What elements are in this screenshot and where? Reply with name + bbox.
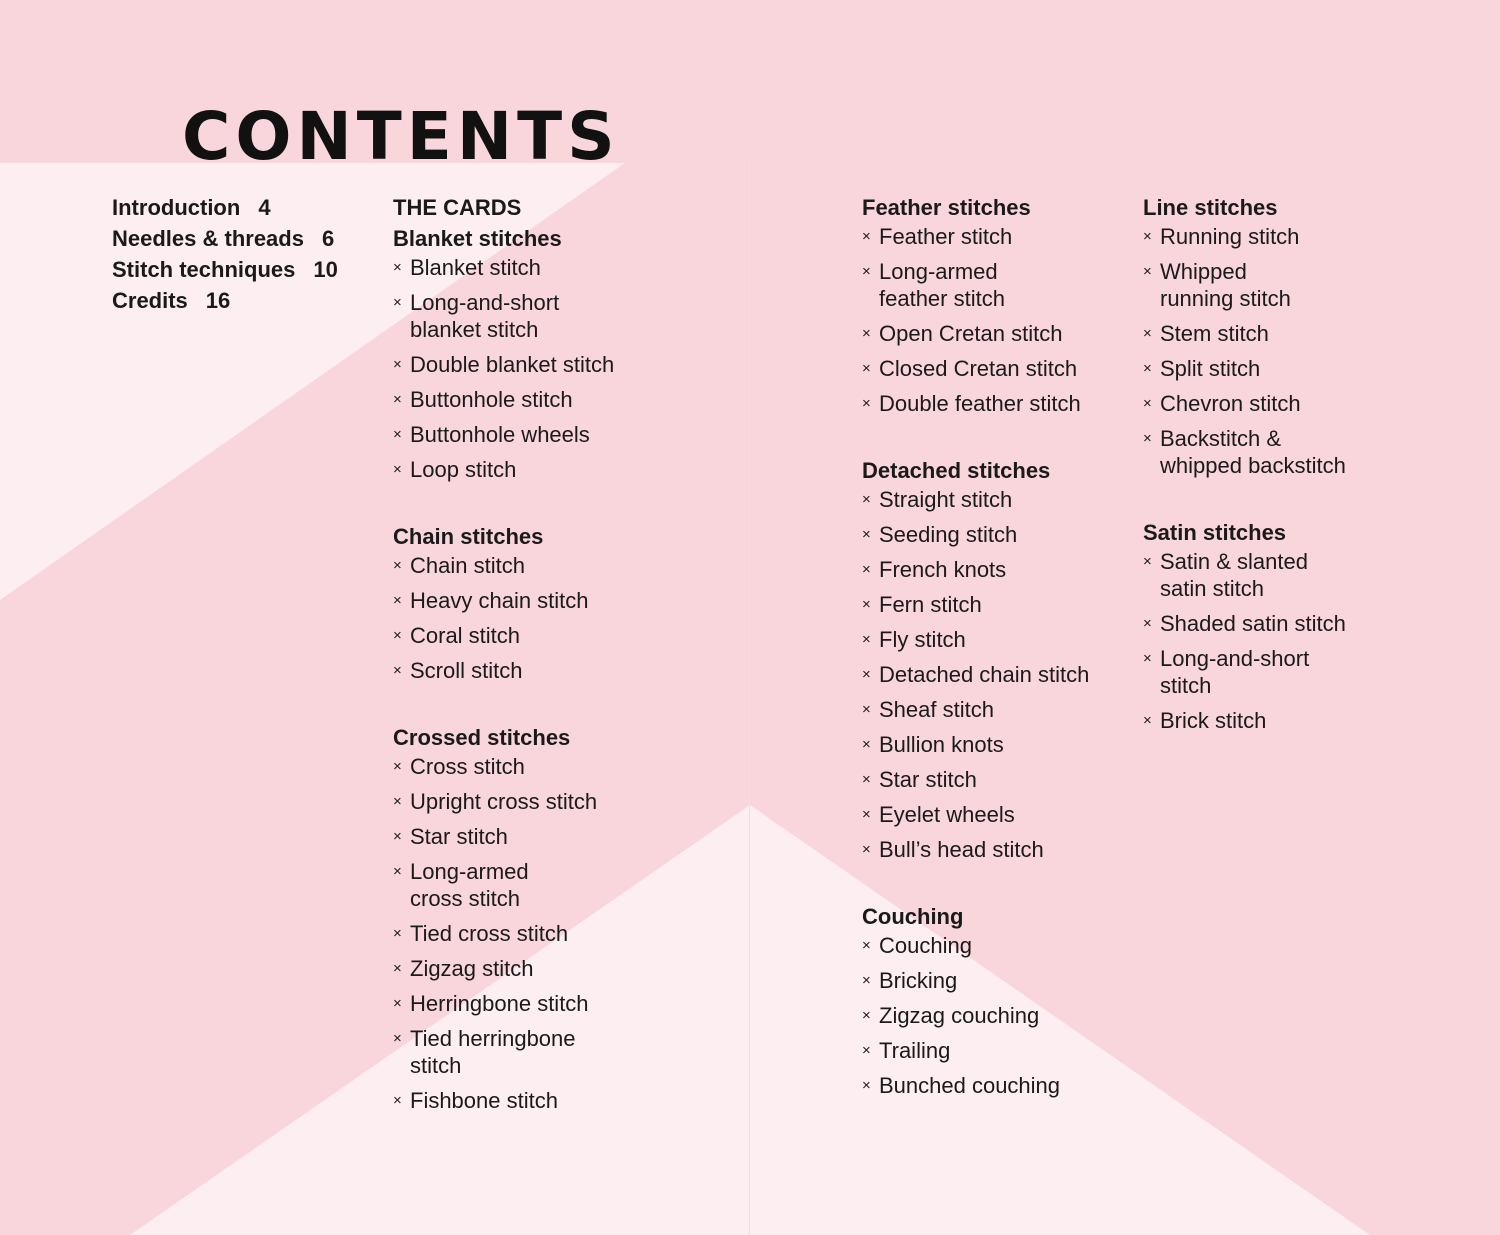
stitch-label: Stem stitch	[1160, 321, 1269, 346]
stitch-label: Long-armed cross stitch	[410, 859, 529, 911]
stitch-item	[862, 696, 1089, 723]
section-feather-stitches	[862, 192, 1089, 417]
cross-bullet-icon: ×	[862, 806, 871, 823]
stitch-label: Coral stitch	[410, 623, 521, 648]
stitch-item	[862, 556, 1089, 583]
cross-bullet-icon: ×	[393, 294, 402, 311]
stitch-item	[393, 351, 614, 378]
stitch-label: Closed Cretan stitch	[879, 356, 1078, 381]
stitch-item	[393, 254, 614, 281]
cross-bullet-icon: ×	[862, 1007, 871, 1024]
cross-bullet-icon: ×	[393, 461, 402, 478]
stitch-label: Double blanket stitch	[410, 352, 615, 377]
stitch-item	[393, 456, 614, 483]
cross-bullet-icon: ×	[393, 1030, 402, 1047]
stitch-item	[862, 626, 1089, 653]
stitch-label: Feather stitch	[879, 224, 1013, 249]
stitch-label: Cross stitch	[410, 754, 525, 779]
stitch-label: French knots	[879, 557, 1007, 582]
section-chain-stitches	[393, 521, 614, 684]
cross-bullet-icon: ×	[862, 228, 871, 245]
stitch-item	[862, 486, 1089, 513]
stitch-item	[862, 258, 1089, 312]
stitch-list	[1143, 548, 1346, 734]
stitch-item	[393, 858, 614, 912]
stitch-item	[393, 753, 614, 780]
stitch-label: Fly stitch	[879, 627, 966, 652]
cross-bullet-icon: ×	[393, 627, 402, 644]
section-satin-stitches	[1143, 517, 1346, 734]
cross-bullet-icon: ×	[862, 736, 871, 753]
toc-entry-introduction	[112, 192, 338, 223]
cross-bullet-icon: ×	[862, 771, 871, 788]
cross-bullet-icon: ×	[1143, 615, 1152, 632]
stitch-label: Long-and-short blanket stitch	[410, 290, 560, 342]
toc-entry-label: Needles & threads	[112, 226, 304, 251]
stitch-list	[393, 552, 614, 684]
cross-bullet-icon: ×	[862, 596, 871, 613]
stitch-label: Fern stitch	[879, 592, 982, 617]
cross-bullet-icon: ×	[862, 360, 871, 377]
stitch-label: Trailing	[879, 1038, 951, 1063]
section-title: Line stitches	[1143, 195, 1278, 220]
cross-bullet-icon: ×	[393, 828, 402, 845]
stitch-item	[1143, 707, 1346, 734]
toc-entry-page: 16	[205, 288, 231, 313]
stitch-item	[862, 591, 1089, 618]
cross-bullet-icon: ×	[393, 995, 402, 1012]
cross-bullet-icon: ×	[1143, 263, 1152, 280]
stitch-item	[1143, 355, 1346, 382]
stitch-label: Sheaf stitch	[879, 697, 994, 722]
section-crossed-stitches	[393, 722, 614, 1114]
stitch-label: Bullion knots	[879, 732, 1004, 757]
stitch-label: Double feather stitch	[879, 391, 1081, 416]
stitch-label: Detached chain stitch	[879, 662, 1090, 687]
stitch-label: Bull’s head stitch	[879, 837, 1044, 862]
stitch-list	[862, 932, 1089, 1099]
toc-entry-stitch-techniques	[112, 254, 338, 285]
stitch-label: Heavy chain stitch	[410, 588, 589, 613]
stitch-list	[862, 486, 1089, 863]
cross-bullet-icon: ×	[862, 1077, 871, 1094]
stitch-label: Chain stitch	[410, 553, 525, 578]
stitch-item	[862, 731, 1089, 758]
toc-entry-credits	[112, 285, 338, 316]
stitch-item	[862, 1002, 1089, 1029]
stitch-label: Bricking	[879, 968, 958, 993]
stitch-label: Split stitch	[1160, 356, 1261, 381]
stitch-label: Long-armed feather stitch	[879, 259, 1005, 311]
cross-bullet-icon: ×	[393, 758, 402, 775]
stitch-item	[393, 657, 614, 684]
stitch-label: Satin & slanted satin stitch	[1160, 549, 1308, 601]
cross-bullet-icon: ×	[393, 925, 402, 942]
page-title: CONTENTS	[182, 98, 620, 175]
cross-bullet-icon: ×	[393, 391, 402, 408]
cross-bullet-icon: ×	[862, 395, 871, 412]
stitch-item	[393, 823, 614, 850]
stitch-item	[862, 355, 1089, 382]
stitch-item	[1143, 320, 1346, 347]
cards-column-2	[862, 192, 1089, 1137]
cards-column-3	[1143, 192, 1346, 772]
cross-bullet-icon: ×	[862, 937, 871, 954]
cross-bullet-icon: ×	[393, 863, 402, 880]
cross-bullet-icon: ×	[862, 841, 871, 858]
stitch-list	[1143, 223, 1346, 479]
stitch-item	[393, 1087, 614, 1114]
cross-bullet-icon: ×	[1143, 553, 1152, 570]
stitch-item	[862, 320, 1089, 347]
stitch-item	[393, 1025, 614, 1079]
stitch-label: Scroll stitch	[410, 658, 523, 683]
stitch-label: Running stitch	[1160, 224, 1300, 249]
stitch-item	[1143, 390, 1346, 417]
section-title: Blanket stitches	[393, 226, 562, 251]
stitch-label: Buttonhole wheels	[410, 422, 590, 447]
cross-bullet-icon: ×	[1143, 712, 1152, 729]
toc-entry-label: Stitch techniques	[112, 257, 296, 282]
stitch-label: Herringbone stitch	[410, 991, 589, 1016]
stitch-item	[862, 223, 1089, 250]
stitch-label: Buttonhole stitch	[410, 387, 573, 412]
stitch-label: Fishbone stitch	[410, 1088, 558, 1113]
section-title: Detached stitches	[862, 458, 1051, 483]
stitch-item	[1143, 548, 1346, 602]
stitch-label: Blanket stitch	[410, 255, 541, 280]
cross-bullet-icon: ×	[393, 592, 402, 609]
stitch-item	[862, 1072, 1089, 1099]
stitch-item	[393, 421, 614, 448]
stitch-item	[862, 801, 1089, 828]
cross-bullet-icon: ×	[393, 557, 402, 574]
stitch-item	[1143, 223, 1346, 250]
stitch-item	[862, 661, 1089, 688]
stitch-item	[393, 386, 614, 413]
section-detached-stitches	[862, 455, 1089, 863]
stitch-item	[393, 622, 614, 649]
stitch-item	[862, 932, 1089, 959]
stitch-label: Open Cretan stitch	[879, 321, 1063, 346]
toc-entry-needles-threads	[112, 223, 338, 254]
cross-bullet-icon: ×	[393, 259, 402, 276]
cross-bullet-icon: ×	[1143, 395, 1152, 412]
cross-bullet-icon: ×	[862, 631, 871, 648]
stitch-item	[393, 920, 614, 947]
cross-bullet-icon: ×	[393, 356, 402, 373]
stitch-item	[393, 788, 614, 815]
stitch-label: Backstitch & whipped backstitch	[1160, 426, 1346, 478]
stitch-item	[393, 552, 614, 579]
toc-entry-page: 10	[313, 257, 338, 282]
book-spine	[749, 160, 750, 1235]
stitch-label: Chevron stitch	[1160, 391, 1301, 416]
stitch-label: Star stitch	[879, 767, 977, 792]
section-blanket-stitches	[393, 223, 614, 483]
stitch-item	[1143, 425, 1346, 479]
stitch-label: Brick stitch	[1160, 708, 1267, 733]
cross-bullet-icon: ×	[393, 793, 402, 810]
stitch-label: Seeding stitch	[879, 522, 1018, 547]
section-couching	[862, 901, 1089, 1099]
cards-column-1	[393, 192, 614, 1152]
stitch-label: Whipped running stitch	[1160, 259, 1291, 311]
stitch-list	[393, 753, 614, 1114]
cross-bullet-icon: ×	[862, 1042, 871, 1059]
toc-entry-page: 4	[258, 195, 271, 220]
cross-bullet-icon: ×	[393, 1092, 402, 1109]
stitch-label: Star stitch	[410, 824, 508, 849]
stitch-label: Bunched couching	[879, 1073, 1061, 1098]
stitch-item	[862, 390, 1089, 417]
stitch-label: Tied cross stitch	[410, 921, 569, 946]
stitch-item	[862, 766, 1089, 793]
cross-bullet-icon: ×	[862, 701, 871, 718]
stitch-label: Loop stitch	[410, 457, 517, 482]
stitch-label: Zigzag stitch	[410, 956, 534, 981]
stitch-item	[1143, 610, 1346, 637]
cross-bullet-icon: ×	[862, 666, 871, 683]
stitch-item	[1143, 645, 1346, 699]
section-title: Satin stitches	[1143, 520, 1287, 545]
stitch-item	[862, 521, 1089, 548]
stitch-item	[862, 967, 1089, 994]
stitch-list	[862, 223, 1089, 417]
toc-entry-label: Credits	[112, 288, 188, 313]
stitch-label: Shaded satin stitch	[1160, 611, 1346, 636]
stitch-item	[393, 289, 614, 343]
stitch-label: Straight stitch	[879, 487, 1013, 512]
section-title: Feather stitches	[862, 195, 1031, 220]
stitch-label: Zigzag couching	[879, 1003, 1040, 1028]
cross-bullet-icon: ×	[862, 491, 871, 508]
cross-bullet-icon: ×	[393, 960, 402, 977]
section-title: Chain stitches	[393, 524, 544, 549]
stitch-label: Couching	[879, 933, 972, 958]
cross-bullet-icon: ×	[393, 662, 402, 679]
section-title: Couching	[862, 904, 964, 929]
cross-bullet-icon: ×	[1143, 360, 1152, 377]
stitch-item	[862, 836, 1089, 863]
stitch-item	[1143, 258, 1346, 312]
stitch-label: Upright cross stitch	[410, 789, 598, 814]
cross-bullet-icon: ×	[393, 426, 402, 443]
cross-bullet-icon: ×	[1143, 650, 1152, 667]
stitch-label: Eyelet wheels	[879, 802, 1015, 827]
stitch-list	[393, 254, 614, 483]
cards-heading: THE CARDS	[393, 195, 522, 220]
section-title: Crossed stitches	[393, 725, 571, 750]
stitch-label: Long-and-short stitch	[1160, 646, 1310, 698]
cross-bullet-icon: ×	[1143, 325, 1152, 342]
stitch-label: Tied herringbone stitch	[410, 1026, 576, 1078]
cross-bullet-icon: ×	[1143, 430, 1152, 447]
toc-entry-label: Introduction	[112, 195, 241, 220]
stitch-item	[393, 990, 614, 1017]
front-matter-list	[112, 192, 338, 316]
cross-bullet-icon: ×	[862, 561, 871, 578]
cross-bullet-icon: ×	[1143, 228, 1152, 245]
stitch-item	[862, 1037, 1089, 1064]
section-line-stitches	[1143, 192, 1346, 479]
toc-entry-page: 6	[321, 226, 335, 251]
cross-bullet-icon: ×	[862, 526, 871, 543]
cross-bullet-icon: ×	[862, 972, 871, 989]
stitch-item	[393, 587, 614, 614]
cross-bullet-icon: ×	[862, 325, 871, 342]
stitch-item	[393, 955, 614, 982]
cross-bullet-icon: ×	[862, 263, 871, 280]
